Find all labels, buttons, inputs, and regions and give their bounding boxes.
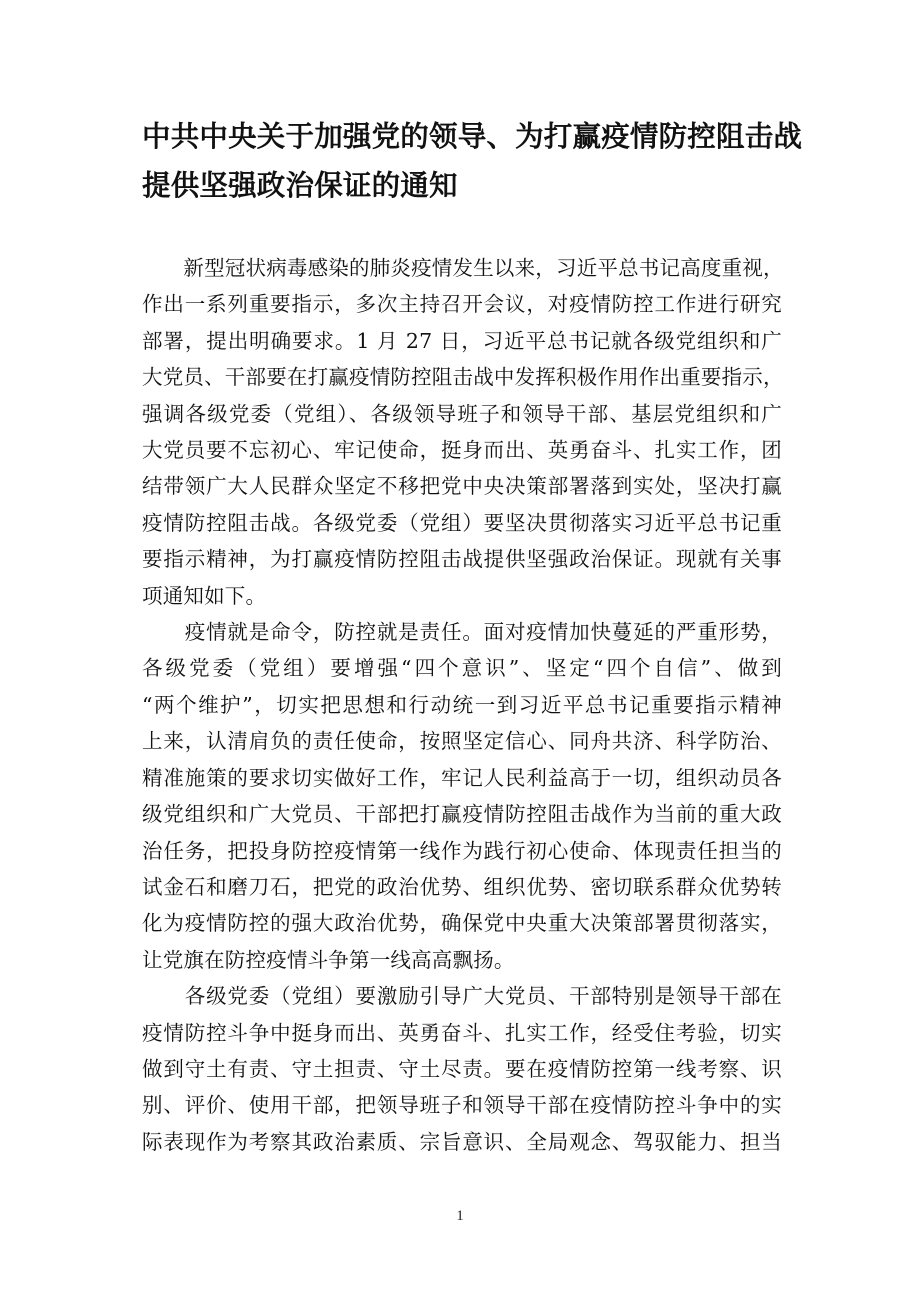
paragraph-2	[142, 614, 782, 978]
paragraph-line: 际表现作为考察其政治素质、宗旨意识、全局观念、驾驭能力、担当	[142, 1129, 782, 1154]
paragraph-line: 精准施策的要求切实做好工作，牢记人民利益高于一切，组织动员各	[142, 765, 782, 790]
paragraph-line: 级党组织和广大党员、干部把打赢疫情防控阻击战作为当前的重大政	[142, 802, 782, 827]
paragraph-line: 作出一系列重要指示，多次主持召开会议，对疫情防控工作进行研究	[142, 292, 782, 317]
page-number: 1	[456, 1208, 464, 1224]
paragraph-line: 做到守土有责、守土担责、守土尽责。要在疫情防控第一线考察、识	[142, 1056, 782, 1081]
paragraph-line: 让党旗在防控疫情斗争第一线高高飘扬。	[142, 947, 515, 972]
paragraph-line: 治任务，把投身防控疫情第一线作为践行初心使命、体现责任担当的	[142, 838, 782, 863]
paragraph-line: 项通知如下。	[142, 583, 267, 608]
title-line-2: 提供坚强政治保证的通知	[142, 169, 458, 202]
paragraph-line: 疫情防控斗争中挺身而出、英勇奋斗、扎实工作，经受住考验，切实	[142, 1020, 782, 1045]
document-title	[142, 112, 802, 210]
paragraph-line: 新型冠状病毒感染的肺炎疫情发生以来，习近平总书记高度重视，	[142, 256, 784, 280]
document-body	[142, 250, 782, 1160]
paragraph-line: “两个维护”，切实把思想和行动统一到习近平总书记重要指示精神	[142, 692, 782, 717]
paragraph-line: 强调各级党委（党组）、各级领导班子和领导干部、基层党组织和广	[142, 401, 782, 426]
paragraph-3	[142, 978, 782, 1160]
paragraph-line: 要指示精神，为打赢疫情防控阻击战提供坚强政治保证。现就有关事	[142, 547, 782, 572]
paragraph-line: 各级党委（党组）要激励引导广大党员、干部特别是领导干部在	[142, 984, 782, 1009]
paragraph-line: 各级党委（党组）要增强“四个意识”、坚定“四个自信”、做到	[142, 656, 782, 681]
paragraph-line: 大党员、干部要在打赢疫情防控阻击战中发挥积极作用作出重要指示，	[142, 365, 784, 390]
paragraph-line: 大党员要不忘初心、牢记使命，挺身而出、英勇奋斗、扎实工作，团	[142, 438, 782, 463]
title-line-1: 中共中央关于加强党的领导、为打赢疫情防控阻击战	[142, 120, 803, 153]
paragraph-line: 别、评价、使用干部，把领导班子和领导干部在疫情防控斗争中的实	[142, 1093, 782, 1118]
paragraph-line: 部署，提出明确要求。1 月 27 日，习近平总书记就各级党组织和广	[142, 328, 782, 353]
paragraph-line: 疫情防控阻击战。各级党委（党组）要坚决贯彻落实习近平总书记重	[142, 510, 782, 535]
paragraph-1	[142, 250, 782, 614]
paragraph-line: 试金石和磨刀石，把党的政治优势、组织优势、密切联系群众优势转	[142, 874, 782, 899]
paragraph-line: 化为疫情防控的强大政治优势，确保党中央重大决策部署贯彻落实，	[142, 911, 782, 936]
paragraph-line: 结带领广大人民群众坚定不移把党中央决策部署落到实处，坚决打赢	[142, 474, 782, 499]
paragraph-line: 疫情就是命令，防控就是责任。面对疫情加快蔓延的严重形势，	[142, 620, 782, 645]
paragraph-line: 上来，认清肩负的责任使命，按照坚定信心、同舟共济、科学防治、	[142, 729, 782, 754]
